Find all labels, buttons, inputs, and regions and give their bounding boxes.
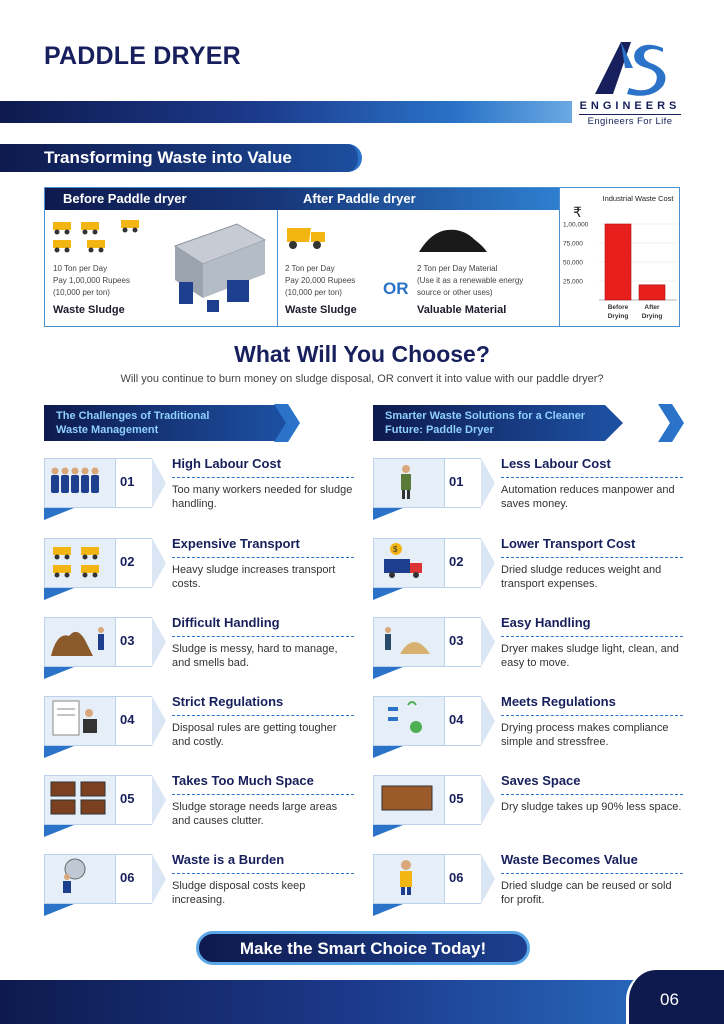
before-line: 10 Ton per Day [53,264,108,273]
icon-box [373,854,445,904]
dump-truck-icon [285,224,329,252]
bar-after [639,285,665,300]
challenges-banner [44,405,276,441]
item-title: Easy Handling [501,615,591,630]
dry-material-pile-icon [417,226,489,254]
after-line: (10,000 per ton) [285,288,342,297]
material-details [417,263,523,299]
policy-document-icon [45,697,115,745]
item-title: Meets Regulations [501,694,616,709]
list-item [373,536,691,606]
dry-sludge-bed-icon [374,776,444,824]
corner-fold [44,825,74,837]
item-description: Dried sludge can be reused or sold for profit. [501,880,672,906]
before-heading: Before Paddle dryer [45,188,277,210]
item-description: Heavy sludge increases transport costs. [172,564,336,590]
x-tick-label: Drying [607,313,629,320]
section-title: Transforming Waste into Value [0,144,362,172]
item-title: Expensive Transport [172,536,300,551]
material-line: source or other uses) [417,288,493,297]
corner-fold [373,825,403,837]
logo-word: ENGINEERS [579,100,681,112]
item-title: Saves Space [501,773,581,788]
corner-fold [44,508,74,520]
item-title: Takes Too Much Space [172,773,314,788]
before-label: Waste Sludge [53,304,125,316]
dashed-divider [501,873,683,874]
compliance-check-icon [374,697,444,745]
list-item [373,694,691,764]
corner-fold [373,508,403,520]
dashed-divider [501,557,683,558]
list-item [44,694,362,764]
dashed-divider [172,557,354,558]
icon-box [373,538,445,588]
item-description: Dry sludge takes up 90% less space. [501,801,682,813]
icon-box [373,617,445,667]
workers-group-icon [45,459,115,507]
item-number: 01 [120,474,135,489]
before-line: (10,000 per ton) [53,288,110,297]
after-details [285,263,355,299]
icon-box [44,458,116,508]
cta-banner: Make the Smart Choice Today! [196,931,530,965]
item-description: Dried sludge reduces weight and transport expenses. [501,564,662,590]
or-text: OR [383,279,409,298]
dashed-divider [501,794,683,795]
list-item [373,852,691,922]
dashed-divider [501,477,683,478]
list-item [373,456,691,526]
item-number: 02 [120,554,135,569]
y-tick-label: 50,000 [563,259,583,267]
bar-chart [559,188,681,327]
company-logo [575,38,685,128]
corner-fold [373,904,403,916]
item-number: 03 [449,633,464,648]
item-number: 03 [120,633,135,648]
item-number: 04 [120,712,135,727]
item-title: Less Labour Cost [501,456,611,471]
item-description: Sludge is messy, hard to manage, and smells bad. [172,643,338,669]
material-label: Valuable Material [417,304,507,316]
dashed-divider [501,715,683,716]
dump-trucks-icon [51,216,147,256]
item-description: Sludge storage needs large areas and causes clutter. [172,801,338,827]
item-description: Too many workers needed for sludge handling. [172,484,353,510]
chart-title: Industrial Waste Cost [602,194,674,203]
list-item [373,615,691,685]
header-band [0,101,572,123]
sludge-pile-icon [45,618,115,666]
corner-fold [44,588,74,600]
item-number: 04 [449,712,464,727]
sludge-beds-icon [45,776,115,824]
icon-box [373,458,445,508]
before-line: Pay 1,00,000 Rupees [53,276,130,285]
dashed-divider [172,873,354,874]
item-number: 05 [120,791,135,806]
paddle-dryer-machine-icon [167,216,271,316]
burden-person-icon [45,855,115,903]
after-heading: After Paddle dryer [277,188,559,210]
after-line: 2 Ton per Day [285,264,335,273]
list-item [44,536,362,606]
page-number: 06 [660,990,679,1009]
logo-tagline: Engineers For Life [587,116,673,127]
item-number: 02 [449,554,464,569]
svg-text:$: $ [393,545,398,554]
footer-band [0,980,724,1024]
banner-line: Waste Management [56,424,159,436]
item-number: 06 [120,870,135,885]
banner-line: Smarter Waste Solutions for a Cleaner [385,410,586,422]
chevron-right-icon [272,402,302,444]
dump-trucks-icon [45,539,115,587]
x-tick-label: After [644,304,660,311]
item-title: Waste Becomes Value [501,852,638,867]
headline: What Will You Choose? [234,341,490,367]
corner-fold [44,667,74,679]
list-item [44,615,362,685]
subline: Will you continue to burn money on sludge disposal, OR convert it into value with our paddle dryer? [120,373,604,385]
item-title: Waste is a Burden [172,852,285,867]
icon-box [44,696,116,746]
item-title: Strict Regulations [172,694,284,709]
x-tick-label: Drying [641,313,663,320]
icon-box [44,617,116,667]
corner-fold [373,667,403,679]
icon-box [44,538,116,588]
item-description: Drying process makes compliance simple and stressfree. [501,722,669,748]
delivery-truck-icon [374,539,444,587]
bar-before [605,224,631,300]
single-worker-icon [374,459,444,507]
dashed-divider [172,636,354,637]
after-line: Pay 20,000 Rupees [285,276,356,285]
cost-chart [559,188,681,327]
material-line: 2 Ton per Day Material [417,264,498,273]
dashed-divider [172,794,354,795]
list-item [44,852,362,922]
x-tick-label: Before [607,304,629,311]
divider [277,210,278,327]
banner-line: The Challenges of Traditional [56,410,210,422]
item-number: 06 [449,870,464,885]
page-title: PADDLE DRYER [44,42,241,70]
list-item [373,773,691,843]
dashed-divider [172,715,354,716]
corner-fold [373,588,403,600]
item-description: Automation reduces manpower and saves money. [501,484,675,510]
icon-box [373,775,445,825]
item-number: 01 [449,474,464,489]
happy-worker-icon [374,855,444,903]
item-title: High Labour Cost [172,456,282,471]
list-item [44,456,362,526]
item-description: Dryer makes sludge light, clean, and easy to move. [501,643,679,669]
corner-fold [44,746,74,758]
item-title: Difficult Handling [172,615,280,630]
item-description: Disposal rules are getting tougher and costly. [172,722,337,748]
list-item [44,773,362,843]
solutions-banner [373,405,605,441]
icon-box [44,854,116,904]
logo-divider [579,114,681,115]
icon-box [373,696,445,746]
item-title: Lower Transport Cost [501,536,636,551]
y-tick-label: 75,000 [563,240,583,248]
corner-fold [373,746,403,758]
icon-box [44,775,116,825]
banner-line: Future: Paddle Dryer [385,424,494,436]
chevron-right-icon [656,402,686,444]
y-axis-unit: ₹ [573,204,582,220]
dashed-divider [501,636,683,637]
item-description: Sludge disposal costs keep increasing. [172,880,306,906]
y-tick-label: 25,000 [563,278,583,286]
corner-fold [44,904,74,916]
dry-powder-icon [374,618,444,666]
material-line: (Use it as a renewable energy [417,276,524,285]
after-label: Waste Sludge [285,304,357,316]
item-number: 05 [449,791,464,806]
comparison-panel [44,187,680,327]
before-details [53,263,130,299]
as-logo-icon [591,38,671,96]
y-tick-label: 1,00,000 [563,221,589,229]
dashed-divider [172,477,354,478]
